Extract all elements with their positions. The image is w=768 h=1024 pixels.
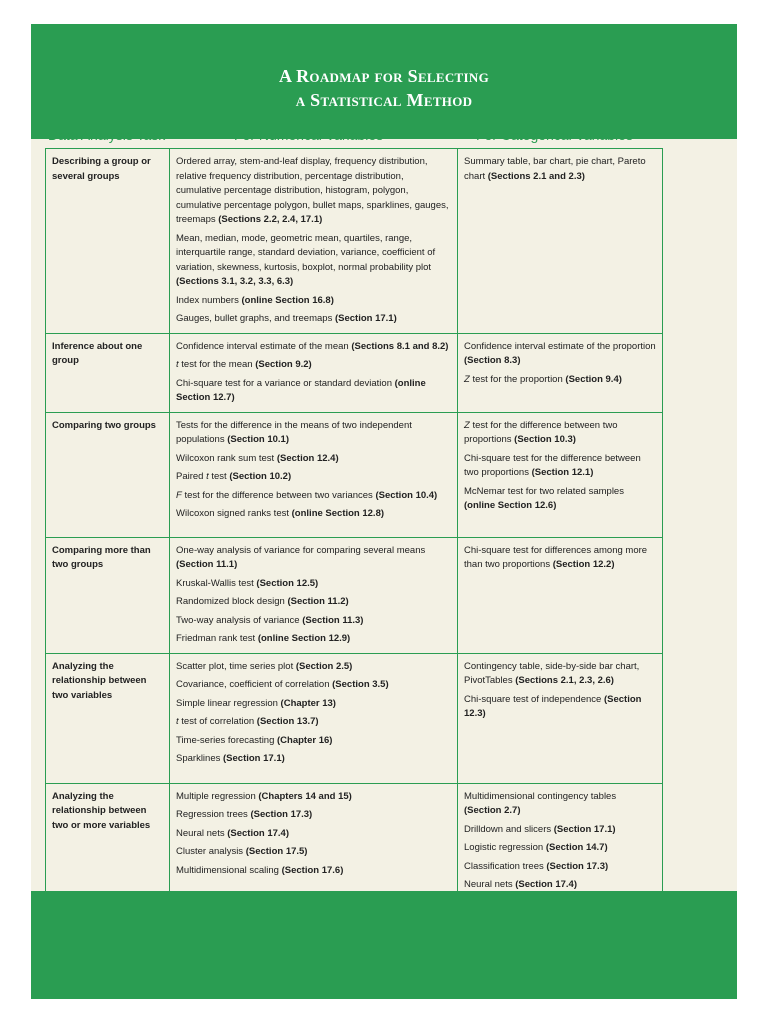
method-entry: Cluster analysis (Section 17.5) — [176, 846, 308, 857]
section-reference: (Sections 3.1, 3.2, 3.3, 6.3) — [176, 276, 294, 287]
title-line-1: A Roadmap for Selecting — [279, 66, 489, 86]
task-cell: Inference about one group — [46, 333, 170, 412]
section-reference: (Chapter 13) — [280, 697, 336, 709]
method-entry: Classification trees (Section 17.3) — [464, 860, 609, 872]
method-entry: Sparklines (Section 17.1) — [176, 753, 285, 764]
categorical-cell — [458, 537, 663, 653]
method-entry: Chi-square test of independence (Section 12.3) — [464, 693, 642, 719]
variable-symbol: t — [206, 471, 209, 482]
section-reference: (Section 3.5) — [332, 679, 389, 690]
section-reference: (Section 17.4) — [227, 827, 290, 839]
section-reference: (Section 17.6) — [281, 864, 344, 876]
section-reference: (Section 17.1) — [223, 753, 285, 764]
method-entry: Multiple regression (Chapters 14 and 15) — [176, 790, 352, 802]
section-reference: (Sections 2.1 and 2.3) — [487, 170, 585, 182]
section-reference: (Section 17.1) — [553, 823, 616, 835]
method-entry: One-way analysis of variance for comparing several means (Section 11.1) — [176, 544, 426, 570]
method-entry: Wilcoxon signed ranks test (online Section 12.8) — [176, 508, 385, 519]
method-entry: Wilcoxon rank sum test (Section 12.4) — [176, 452, 339, 464]
section-reference: (Section 12.5) — [256, 577, 319, 589]
section-reference: (Section 10.4) — [375, 489, 438, 501]
section-reference: (Chapters 14 and 15) — [258, 790, 352, 802]
categorical-cell — [458, 783, 663, 899]
table-row — [46, 537, 663, 653]
method-entry: Kruskal-Wallis test (Section 12.5) — [176, 577, 319, 589]
column-header-categorical: For Categorical Variables — [476, 127, 633, 143]
method-entry: Regression trees (Section 17.3) — [176, 809, 313, 820]
task-cell: Describing a group or several groups — [46, 149, 170, 334]
method-entry: Multidimensional contingency tables (Section 2.7) — [464, 790, 617, 816]
numerical-cell — [170, 537, 458, 653]
numerical-cell — [170, 783, 458, 899]
section-reference: (Section 8.3) — [464, 355, 521, 366]
method-entry: Paired t test (Section 10.2) — [176, 471, 292, 482]
section-reference: (Sections 8.1 and 8.2) — [351, 340, 449, 352]
method-entry: Two-way analysis of variance (Section 11.3) — [176, 614, 364, 626]
section-reference: (Section 17.5) — [245, 846, 308, 857]
section-reference: (online Section 12.7) — [176, 377, 426, 403]
section-reference: (Section 9.2) — [255, 359, 312, 370]
categorical-cell — [458, 149, 663, 334]
section-reference: (Section 12.3) — [464, 693, 642, 719]
section-reference: (Section 11.1) — [176, 559, 238, 570]
section-reference: (Sections 2.2, 2.4, 17.1) — [218, 214, 323, 225]
section-reference: (Section 11.2) — [287, 596, 349, 607]
column-header-numerical: For Numerical Variables — [234, 127, 384, 143]
page-title — [31, 64, 737, 112]
table-row — [46, 149, 663, 334]
method-entry: Mean, median, mode, geometric mean, quartiles, range, interquartile range, standard deviation, variance, coefficient of variation, skewness, kurtosis, boxplot, normal probability plot (Sections 3.1, 3.2, 3.3, 6.3) — [176, 232, 436, 287]
section-reference: (Section 12.2) — [552, 559, 615, 570]
method-entry: Z test for the difference between two proportions (Section 10.3) — [464, 419, 618, 445]
method-entry: F test for the difference between two variances (Section 10.4) — [176, 489, 438, 501]
method-entry: Scatter plot, time series plot (Section 2.5) — [176, 660, 353, 672]
method-entry: t test of correlation (Section 13.7) — [176, 716, 319, 727]
section-reference: (Section 10.1) — [227, 434, 290, 445]
method-entry: Chi-square test for the difference between two proportions (Section 12.1) — [464, 452, 641, 478]
section-reference: (Sections 2.1, 2.3, 2.6) — [515, 675, 614, 686]
task-cell: Analyzing the relationship between two variables — [46, 653, 170, 783]
variable-symbol: t — [176, 359, 179, 370]
method-entry: Z test for the proportion (Section 9.4) — [464, 373, 622, 385]
header-band — [31, 24, 737, 139]
table-row — [46, 653, 663, 783]
section-reference: (Section 2.5) — [295, 660, 353, 672]
roadmap-table-body — [46, 149, 663, 900]
section-reference: (Section 9.4) — [565, 373, 622, 385]
method-entry: Friedman rank test (online Section 12.9) — [176, 633, 351, 644]
method-entry: Drilldown and slicers (Section 17.1) — [464, 823, 616, 835]
variable-symbol: Z — [464, 419, 470, 431]
section-reference: (online Section 12.6) — [464, 500, 557, 511]
categorical-cell — [458, 412, 663, 537]
method-entry: t test for the mean (Section 9.2) — [176, 359, 312, 370]
section-reference: (Section 12.1) — [531, 467, 594, 478]
section-reference: (Section 12.4) — [276, 452, 339, 464]
variable-symbol: F — [176, 489, 182, 501]
method-entry: Confidence interval estimate of the proportion (Section 8.3) — [464, 340, 656, 366]
section-reference: (Section 11.3) — [302, 614, 364, 626]
categorical-cell — [458, 333, 663, 412]
method-entry: Index numbers (online Section 16.8) — [176, 294, 334, 306]
method-entry: Neural nets (Section 17.4) — [176, 827, 290, 839]
section-reference: (Section 10.3) — [514, 434, 576, 445]
column-header-task: Data Analysis Task — [48, 127, 166, 143]
table-row — [46, 412, 663, 537]
numerical-cell — [170, 412, 458, 537]
table-row — [46, 783, 663, 899]
variable-symbol: t — [176, 716, 179, 727]
task-cell: Comparing two groups — [46, 412, 170, 537]
numerical-cell — [170, 333, 458, 412]
table-row — [46, 333, 663, 412]
method-entry: Time-series forecasting (Chapter 16) — [176, 734, 333, 746]
section-reference: (Chapter 16) — [277, 734, 333, 746]
section-reference: (Section 17.3) — [546, 860, 609, 872]
roadmap-table — [45, 148, 663, 900]
section-reference: (Section 2.7) — [464, 805, 521, 816]
task-cell: Analyzing the relationship between two or more variables — [46, 783, 170, 899]
method-entry: Neural nets (Section 17.4) — [464, 879, 578, 890]
method-entry: Contingency table, side-by-side bar chart, PivotTables (Sections 2.1, 2.3, 2.6) — [464, 660, 640, 686]
variable-symbol: Z — [464, 373, 470, 385]
task-cell: Comparing more than two groups — [46, 537, 170, 653]
section-reference: (online Section 12.9) — [257, 633, 351, 644]
section-reference: (Section 17.4) — [515, 879, 578, 890]
section-reference: (Section 10.2) — [229, 471, 292, 482]
method-entry: Multidimensional scaling (Section 17.6) — [176, 864, 344, 876]
section-reference: (Section 17.1) — [334, 313, 397, 324]
section-reference: (Section 17.3) — [250, 809, 313, 820]
categorical-cell — [458, 653, 663, 783]
method-entry: McNemar test for two related samples (online Section 12.6) — [464, 485, 624, 511]
method-entry: Randomized block design (Section 11.2) — [176, 596, 349, 607]
method-entry: Chi-square test for a variance or standard deviation (online Section 12.7) — [176, 377, 426, 403]
method-entry: Confidence interval estimate of the mean (Sections 8.1 and 8.2) — [176, 340, 449, 352]
method-entry: Gauges, bullet graphs, and treemaps (Section 17.1) — [176, 313, 397, 324]
method-entry: Covariance, coefficient of correlation (Section 3.5) — [176, 679, 389, 690]
footer-band — [31, 891, 737, 999]
section-reference: (Section 13.7) — [256, 716, 319, 727]
method-entry: Logistic regression (Section 14.7) — [464, 842, 608, 853]
title-line-2: a Statistical Method — [295, 90, 473, 110]
method-entry: Ordered array, stem-and-leaf display, frequency distribution, relative frequency distribution, percentage distribution, cumulative percentage distribution, histogram, polygon, cumulative percentage polygon, bullet maps, sparklines, gauges, treemaps (Sections 2.2, 2.4, 17.1) — [176, 156, 449, 225]
method-entry: Summary table, bar chart, pie chart, Pareto chart (Sections 2.1 and 2.3) — [464, 156, 646, 182]
method-entry: Chi-square test for differences among more than two proportions (Section 12.2) — [464, 544, 648, 570]
numerical-cell — [170, 653, 458, 783]
numerical-cell — [170, 149, 458, 334]
section-reference: (online Section 16.8) — [241, 294, 334, 306]
section-reference: (online Section 12.8) — [291, 508, 385, 519]
section-reference: (Section 14.7) — [545, 842, 608, 853]
method-entry: Simple linear regression (Chapter 13) — [176, 697, 336, 709]
method-entry: Tests for the difference in the means of two independent populations (Section 10.1) — [176, 419, 412, 445]
